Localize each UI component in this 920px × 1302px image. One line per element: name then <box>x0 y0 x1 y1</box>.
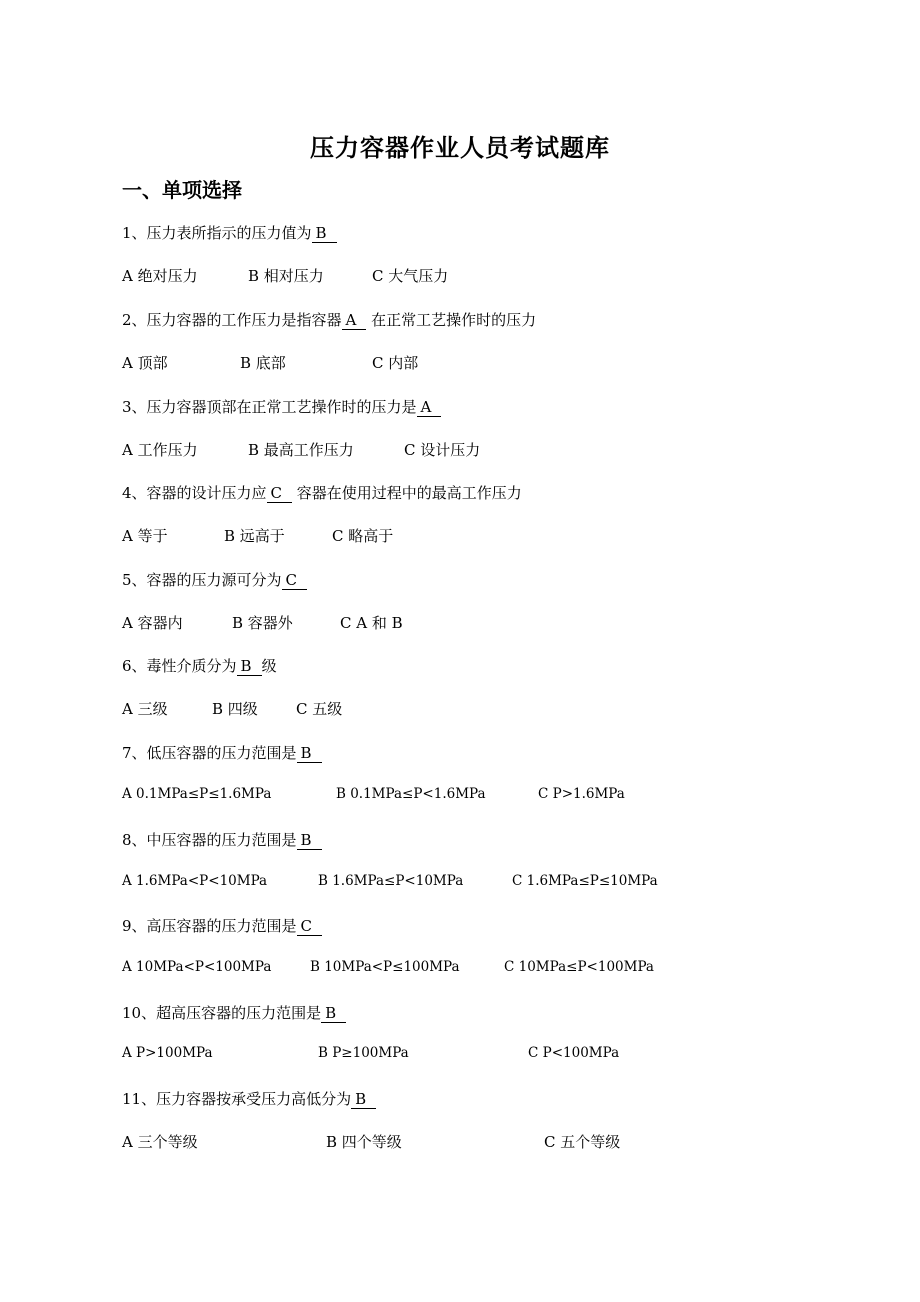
section-heading: 一、单项选择 <box>122 178 242 202</box>
option-b: B 10MPa<P≤100MPa <box>310 959 460 975</box>
question-2 <box>122 309 536 330</box>
question-text: 5、容器的压力源可分为 <box>122 571 282 589</box>
question-text: 2、压力容器的工作压力是指容器 <box>122 311 342 329</box>
question-1 <box>122 222 337 243</box>
option-a: A 1.6MPa<P<10MPa <box>122 873 268 889</box>
option-b: B 远高于 <box>224 527 285 545</box>
question-3 <box>122 396 441 417</box>
option-b: B 四级 <box>212 700 258 718</box>
question-suffix: 在正常工艺操作时的压力 <box>366 311 537 329</box>
option-b: B 相对压力 <box>248 267 324 285</box>
question-text: 8、中压容器的压力范围是 <box>122 831 297 849</box>
answer-blank: B <box>297 745 322 763</box>
option-b: B 底部 <box>240 354 286 372</box>
question-text: 4、容器的设计压力应 <box>122 484 267 502</box>
question-suffix: 容器在使用过程中的最高工作压力 <box>292 484 522 502</box>
option-a: A 工作压力 <box>122 441 198 459</box>
question-8 <box>122 829 322 850</box>
option-b: B 容器外 <box>232 614 293 632</box>
question-text: 10、超高压容器的压力范围是 <box>122 1004 322 1022</box>
answer-blank: A <box>417 399 442 417</box>
option-a: A 0.1MPa≤P≤1.6MPa <box>122 786 272 802</box>
option-c: C 设计压力 <box>404 441 481 459</box>
question-9 <box>122 915 322 936</box>
option-b: B 0.1MPa≤P<1.6MPa <box>336 786 486 802</box>
option-b: B 最高工作压力 <box>248 441 354 459</box>
option-c: C 1.6MPa≤P≤10MPa <box>512 873 658 889</box>
option-b: B 四个等级 <box>326 1133 402 1151</box>
question-text: 3、压力容器顶部在正常工艺操作时的压力是 <box>122 398 417 416</box>
option-a: A 绝对压力 <box>122 267 198 285</box>
option-b: B P≥100MPa <box>318 1045 409 1061</box>
option-a: A 等于 <box>122 527 168 545</box>
option-a: A 三个等级 <box>122 1133 198 1151</box>
answer-blank: A <box>342 312 367 330</box>
answer-blank: C <box>267 485 292 503</box>
option-c: C 大气压力 <box>372 267 449 285</box>
question-text: 6、毒性介质分为 <box>122 657 237 675</box>
question-text: 1、压力表所指示的压力值为 <box>122 224 312 242</box>
question-7 <box>122 742 322 763</box>
answer-blank: B <box>312 225 337 243</box>
answer-blank: B <box>321 1005 346 1023</box>
answer-blank: B <box>297 832 322 850</box>
option-a: A 顶部 <box>122 354 168 372</box>
question-text: 11、压力容器按承受压力高低分为 <box>122 1090 352 1108</box>
question-suffix: 级 <box>261 657 277 675</box>
document-title: 压力容器作业人员考试题库 <box>310 133 610 162</box>
option-c: C 略高于 <box>332 527 394 545</box>
answer-blank: B <box>237 658 262 676</box>
option-c: C P<100MPa <box>528 1045 620 1061</box>
answer-blank: C <box>297 918 322 936</box>
question-5 <box>122 569 307 590</box>
option-a: A 10MPa<P<100MPa <box>122 959 272 975</box>
option-b: B 1.6MPa≤P<10MPa <box>318 873 464 889</box>
question-4 <box>122 482 522 503</box>
question-11 <box>122 1088 376 1109</box>
option-c: C P>1.6MPa <box>538 786 625 802</box>
option-c: C 五级 <box>296 700 343 718</box>
question-text: 9、高压容器的压力范围是 <box>122 917 297 935</box>
question-6 <box>122 655 277 676</box>
answer-blank: B <box>351 1091 376 1109</box>
answer-blank: C <box>282 572 307 590</box>
option-c: C 五个等级 <box>544 1133 621 1151</box>
question-text: 7、低压容器的压力范围是 <box>122 744 297 762</box>
option-c: C 内部 <box>372 354 419 372</box>
option-c: C A 和 B <box>340 614 403 632</box>
option-a: A 容器内 <box>122 614 183 632</box>
option-a: A P>100MPa <box>122 1045 213 1061</box>
option-c: C 10MPa≤P<100MPa <box>504 959 654 975</box>
option-a: A 三级 <box>122 700 168 718</box>
question-10 <box>122 1002 346 1023</box>
